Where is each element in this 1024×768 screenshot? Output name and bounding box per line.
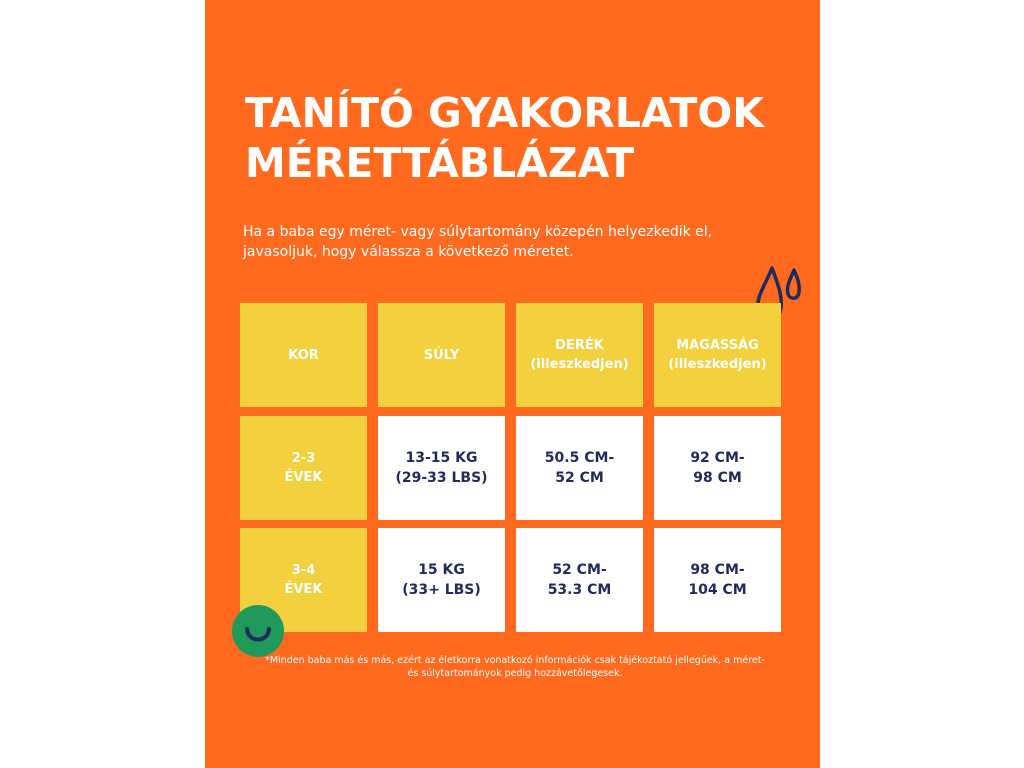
header-cell-age: KOR [240, 303, 367, 407]
header-cell-height: MAGASSÁG (illeszkedjen) [654, 303, 781, 407]
header-cell-weight: SÚLY [378, 303, 505, 407]
row2-weight-cell: 15 KG (33+ LBS) [378, 528, 505, 632]
intro-text: Ha a baba egy méret- vagy súlytartomány közepén helyezkedik el, javasoljuk, hogy válassza a következő méretet. [243, 224, 713, 260]
row2-age-cell: 3-4 ÉVEK [240, 528, 367, 632]
smiley-icon [230, 603, 286, 659]
page-subtitle: MÉRETTÁBLÁZAT [245, 139, 635, 187]
footnote: *Minden baba más és más, ezért az életkorra vonatkozó információk csak tájékoztató jellegűek, a méret- és súlytartományok pedig hozzávetőlegesek. [265, 655, 765, 679]
row1-height-cell: 92 CM- 98 CM [654, 416, 781, 520]
page-title: TANÍTÓ GYAKORLATOK [245, 89, 765, 137]
row2-waist-cell: 52 CM- 53.3 CM [516, 528, 643, 632]
row1-waist-cell: 50.5 CM- 52 CM [516, 416, 643, 520]
row1-age-cell: 2-3 ÉVEK [240, 416, 367, 520]
size-chart-panel [205, 0, 820, 768]
row1-weight-cell: 13-15 KG (29-33 LBS) [378, 416, 505, 520]
row2-height-cell: 98 CM- 104 CM [654, 528, 781, 632]
header-cell-waist: DERÉK (illeszkedjen) [516, 303, 643, 407]
